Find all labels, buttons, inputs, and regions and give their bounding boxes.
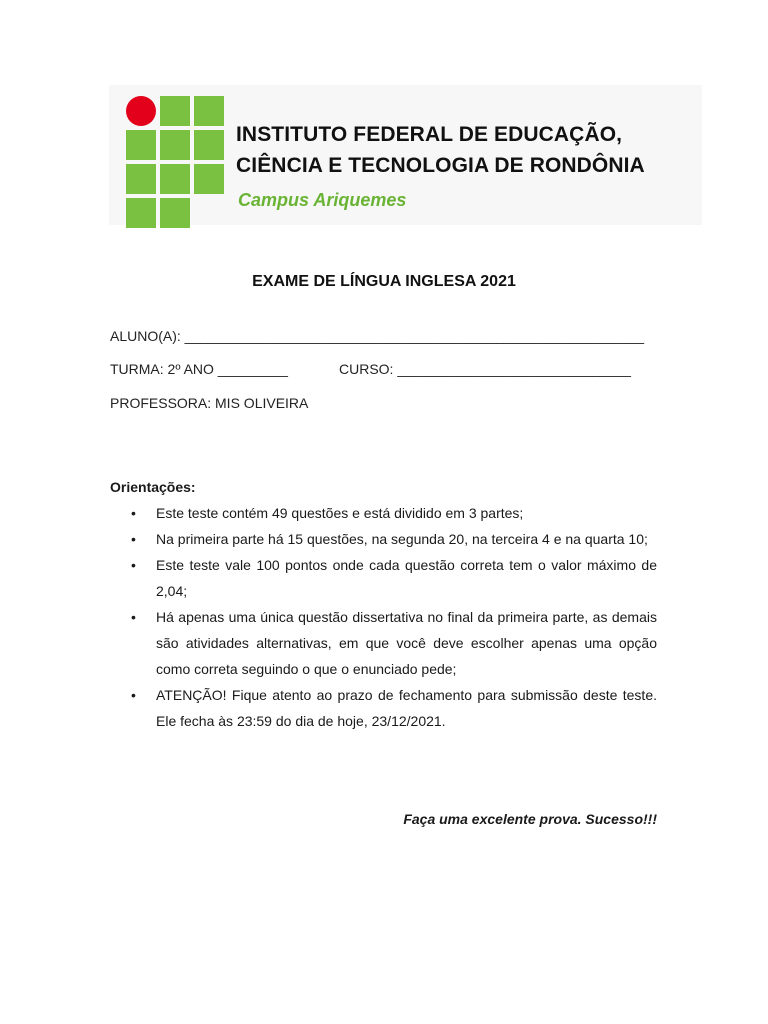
bullet-icon: •	[131, 609, 136, 625]
logo-red-circle	[126, 96, 156, 126]
logo-square	[194, 130, 224, 160]
instruction-text: Há apenas uma única questão dissertativa no final da primeira parte, as demais são atividades alternativas, em que você deve escolher apenas uma opção como correta seguindo o que o enunciado pede;	[156, 609, 657, 677]
exam-title: EXAME DE LÍNGUA INGLESA 2021	[252, 273, 516, 290]
course-field: CURSO: ______________________________	[339, 361, 631, 377]
logo-square	[126, 198, 156, 228]
instruction-text: Na primeira parte há 15 questões, na segunda 20, na terceira 4 e na quarta 10;	[156, 531, 648, 547]
bullet-icon: •	[131, 557, 136, 573]
logo-square	[160, 164, 190, 194]
list-item	[110, 500, 657, 526]
list-item	[110, 682, 657, 734]
bullet-icon: •	[131, 531, 136, 547]
class-field: TURMA: 2º ANO _________	[110, 361, 288, 377]
instruction-text: ATENÇÃO! Fique atento ao prazo de fechamento para submissão deste teste. Ele fecha às 23:59 do dia de hoje, 23/12/2021.	[156, 687, 657, 729]
logo-square	[194, 164, 224, 194]
logo-square	[160, 198, 190, 228]
list-item	[110, 552, 657, 604]
institute-logo	[109, 85, 702, 225]
student-name-field: ALUNO(A): ___________________________________________________________	[110, 328, 645, 344]
list-item	[110, 526, 657, 552]
logo-square	[160, 96, 190, 126]
instruction-text: Este teste vale 100 pontos onde cada questão correta tem o valor máximo de 2,04;	[156, 557, 657, 599]
instructions-heading: Orientações:	[110, 479, 196, 495]
logo-campus-name: Campus Ariquemes	[238, 190, 407, 210]
bullet-icon: •	[131, 687, 136, 703]
logo-institute-name-line1: INSTITUTO FEDERAL DE EDUCAÇÃO,	[236, 123, 623, 146]
teacher-field: PROFESSORA: MIS OLIVEIRA	[110, 395, 309, 411]
instruction-text: Este teste contém 49 questões e está dividido em 3 partes;	[156, 505, 524, 521]
logo-square	[126, 164, 156, 194]
logo-square	[194, 96, 224, 126]
list-item	[110, 604, 657, 682]
logo-institute-name-line2: CIÊNCIA E TECNOLOGIA DE RONDÔNIA	[236, 154, 645, 177]
logo-square	[160, 130, 190, 160]
closing-message: Faça uma excelente prova. Sucesso!!!	[403, 811, 657, 827]
bullet-icon: •	[131, 505, 136, 521]
instructions-list	[110, 500, 657, 734]
logo-square	[126, 130, 156, 160]
